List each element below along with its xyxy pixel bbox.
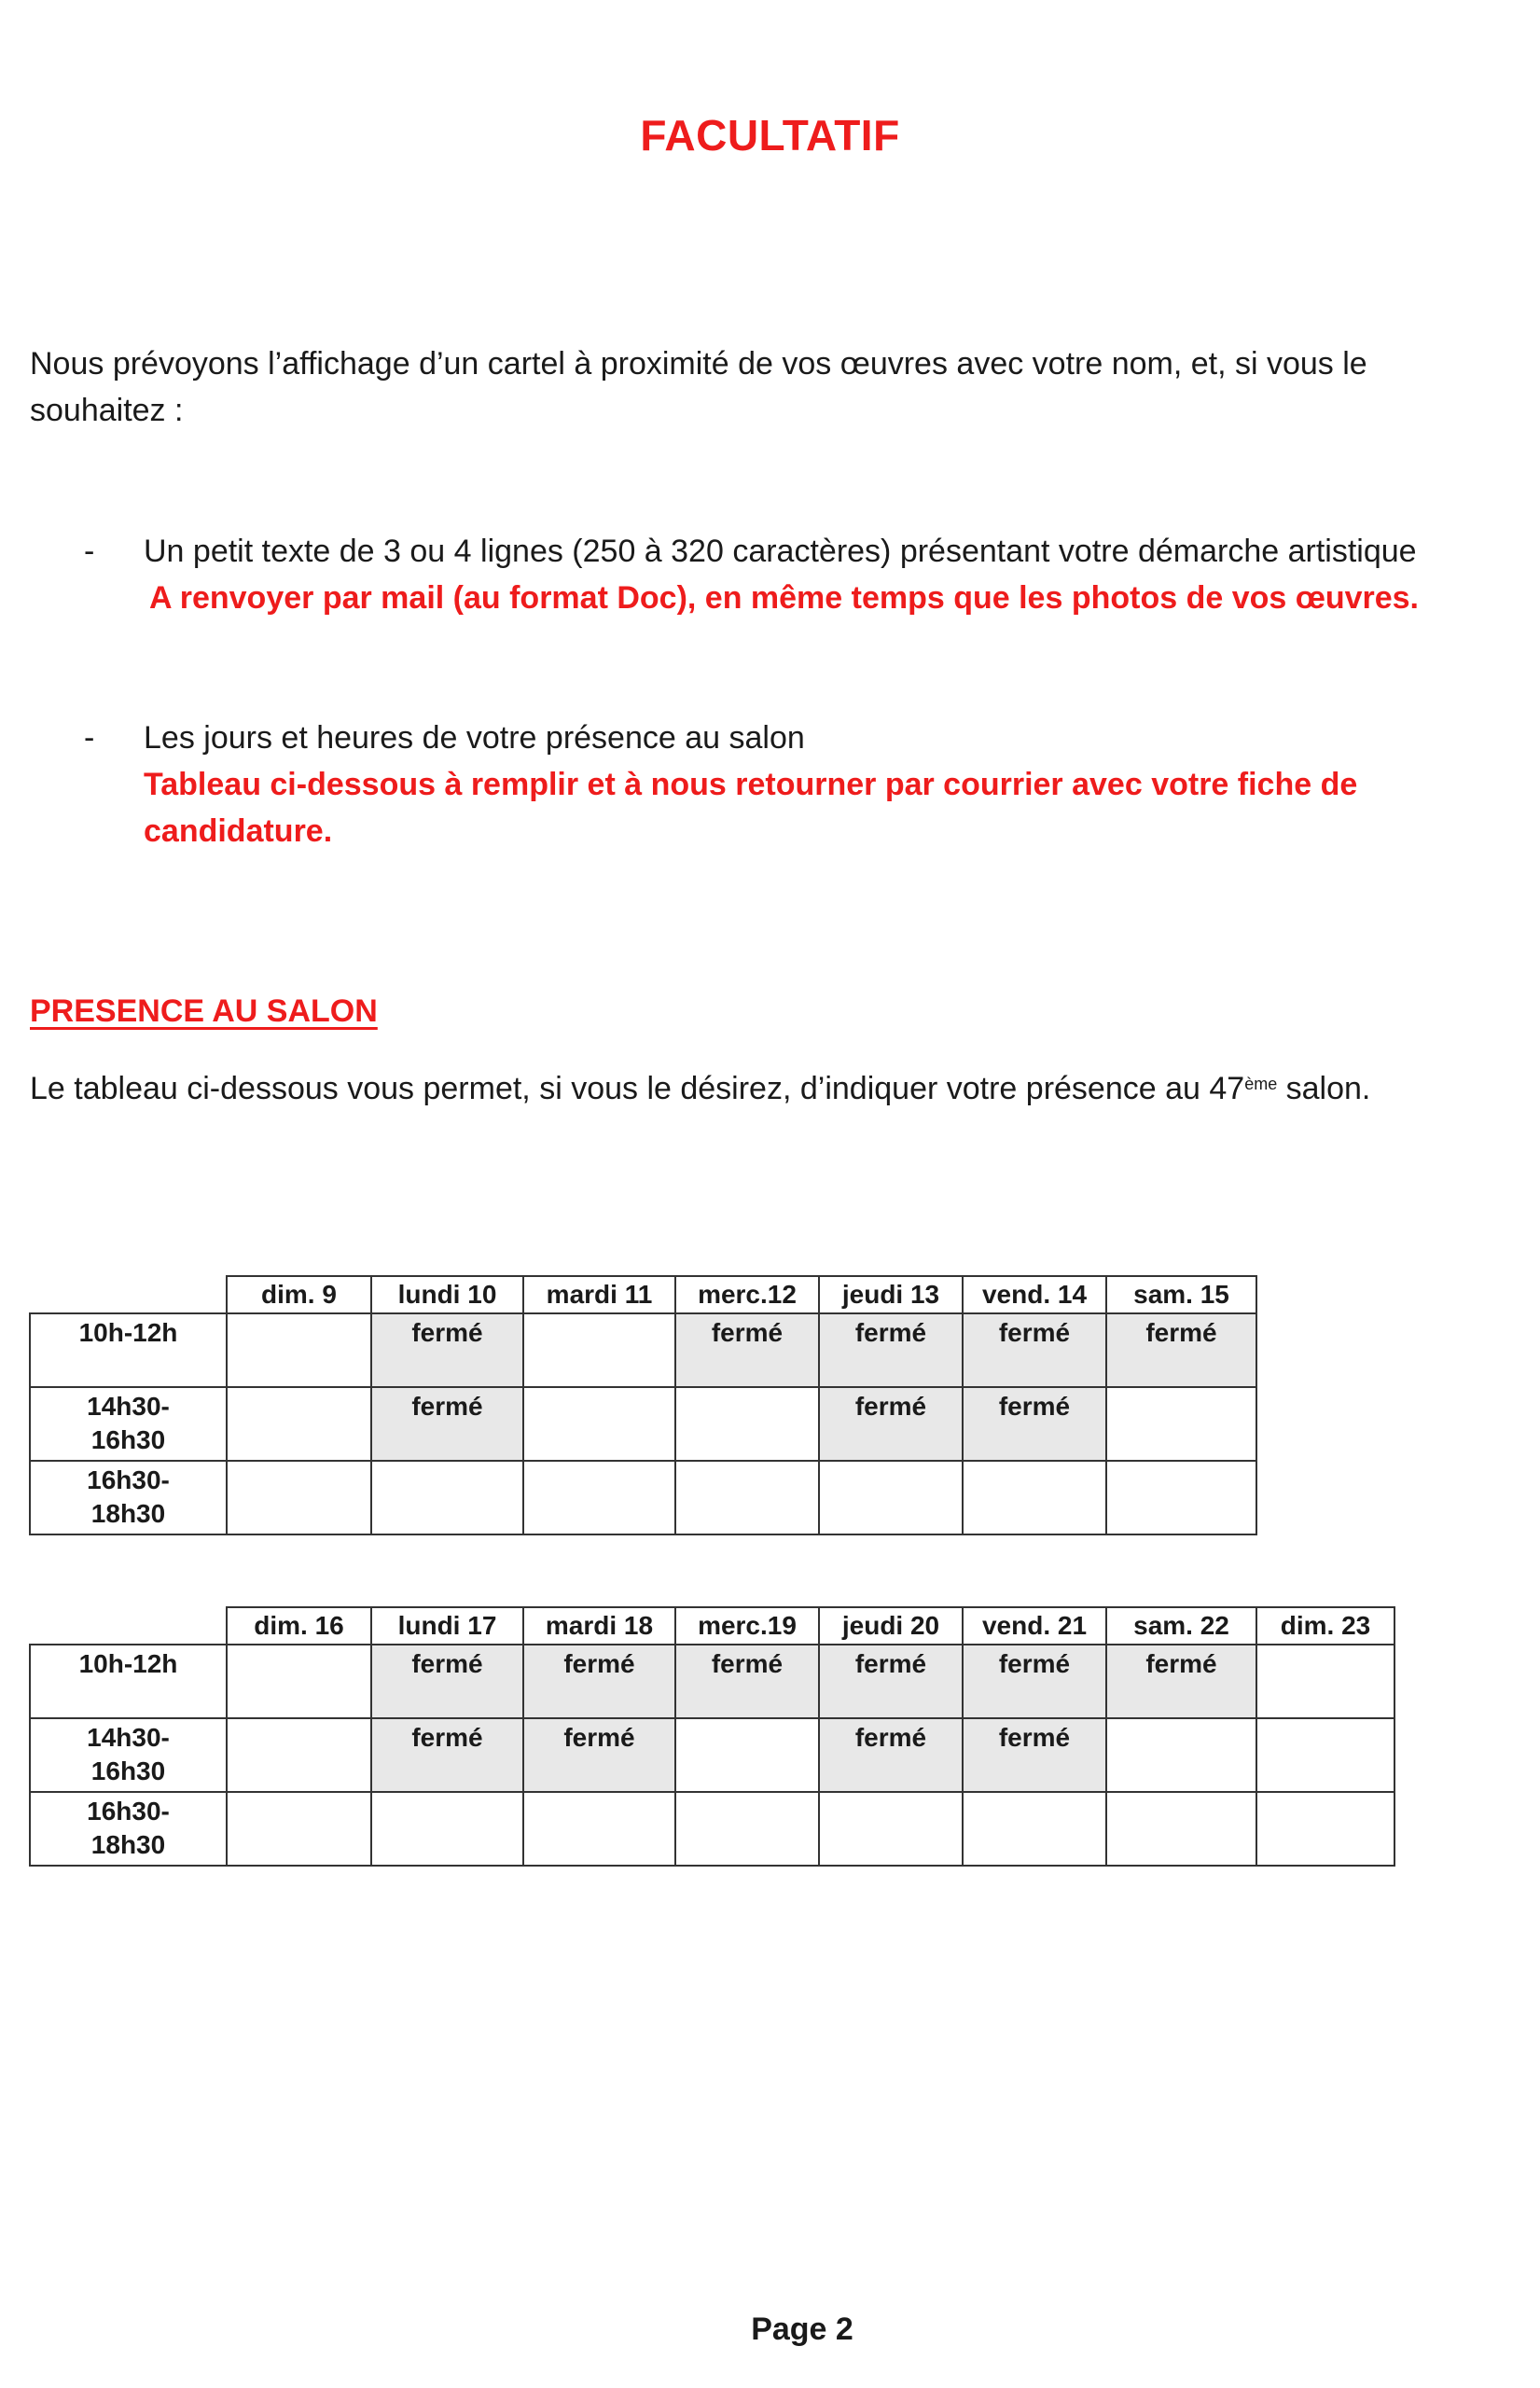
availability-cell[interactable] <box>523 1387 675 1461</box>
bullet-body <box>144 528 1505 621</box>
day-header: sam. 22 <box>1106 1607 1256 1645</box>
day-header: vend. 21 <box>963 1607 1106 1645</box>
bullet-text: Les jours et heures de votre présence au salon <box>144 720 805 756</box>
time-slot-label: 16h30- 18h30 <box>30 1461 227 1534</box>
time-slot-label: 10h-12h <box>30 1313 227 1387</box>
presence-superscript: ème <box>1244 1075 1278 1093</box>
closed-cell: fermé <box>963 1718 1106 1792</box>
time-slot-row <box>30 1387 1256 1461</box>
closed-cell: fermé <box>523 1645 675 1718</box>
day-header: dim. 23 <box>1256 1607 1394 1645</box>
availability-cell[interactable] <box>675 1792 819 1866</box>
availability-cell[interactable] <box>227 1387 371 1461</box>
availability-cell[interactable] <box>227 1792 371 1866</box>
availability-cell[interactable] <box>227 1718 371 1792</box>
closed-cell: fermé <box>819 1718 963 1792</box>
closed-cell: fermé <box>675 1313 819 1387</box>
time-slot-label: 14h30- 16h30 <box>30 1718 227 1792</box>
day-header: merc.12 <box>675 1276 819 1313</box>
closed-cell: fermé <box>371 1645 523 1718</box>
day-header: sam. 15 <box>1106 1276 1256 1313</box>
day-header: vend. 14 <box>963 1276 1106 1313</box>
availability-cell[interactable] <box>227 1461 371 1534</box>
availability-cell[interactable] <box>1256 1645 1394 1718</box>
availability-cell[interactable] <box>371 1792 523 1866</box>
bullet-text: Un petit texte de 3 ou 4 lignes (250 à 320 caractères) présentant votre démarche artistique <box>144 534 1417 569</box>
day-header: dim. 9 <box>227 1276 371 1313</box>
page-number: Page 2 <box>751 2312 853 2347</box>
schedule-table-week-2 <box>29 1606 1395 1867</box>
closed-cell: fermé <box>371 1313 523 1387</box>
availability-cell[interactable] <box>1106 1461 1256 1534</box>
closed-cell: fermé <box>523 1718 675 1792</box>
closed-cell: fermé <box>819 1387 963 1461</box>
corner-cell <box>30 1276 227 1313</box>
day-header: dim. 16 <box>227 1607 371 1645</box>
time-slot-label: 14h30- 16h30 <box>30 1387 227 1461</box>
bullet-note: Tableau ci-dessous à remplir et à nous retourner par courrier avec votre fiche de candidature. <box>144 767 1358 849</box>
corner-cell <box>30 1607 227 1645</box>
page-title: FACULTATIF <box>640 111 900 160</box>
closed-cell: fermé <box>1106 1313 1256 1387</box>
header-row <box>30 1276 1256 1313</box>
day-header: mardi 11 <box>523 1276 675 1313</box>
availability-cell[interactable] <box>1106 1792 1256 1866</box>
availability-cell[interactable] <box>1106 1718 1256 1792</box>
bullet-dash: - <box>84 720 95 756</box>
time-slot-label: 10h-12h <box>30 1645 227 1718</box>
availability-cell[interactable] <box>675 1718 819 1792</box>
bullet-note: A renvoyer par mail (au format Doc), en même temps que les photos de vos œuvres. <box>149 580 1419 616</box>
day-header: mardi 18 <box>523 1607 675 1645</box>
bullet-body <box>144 715 1505 854</box>
availability-cell[interactable] <box>371 1461 523 1534</box>
availability-cell[interactable] <box>523 1313 675 1387</box>
day-header: jeudi 20 <box>819 1607 963 1645</box>
bullet-dash: - <box>84 534 95 569</box>
time-slot-row <box>30 1461 1256 1534</box>
closed-cell: fermé <box>963 1313 1106 1387</box>
closed-cell: fermé <box>963 1387 1106 1461</box>
availability-cell[interactable] <box>963 1792 1106 1866</box>
closed-cell: fermé <box>371 1387 523 1461</box>
presence-text: Le tableau ci-dessous vous permet, si vous le désirez, d’indiquer votre présence au 47 <box>30 1071 1245 1106</box>
availability-cell[interactable] <box>227 1313 371 1387</box>
time-slot-row <box>30 1718 1394 1792</box>
closed-cell: fermé <box>819 1645 963 1718</box>
closed-cell: fermé <box>963 1645 1106 1718</box>
header-row <box>30 1607 1394 1645</box>
day-header: merc.19 <box>675 1607 819 1645</box>
day-header: lundi 17 <box>371 1607 523 1645</box>
availability-cell[interactable] <box>819 1461 963 1534</box>
availability-cell[interactable] <box>523 1792 675 1866</box>
day-header: lundi 10 <box>371 1276 523 1313</box>
presence-text-end: salon. <box>1277 1071 1371 1106</box>
availability-cell[interactable] <box>819 1792 963 1866</box>
availability-cell[interactable] <box>1256 1718 1394 1792</box>
closed-cell: fermé <box>819 1313 963 1387</box>
availability-cell[interactable] <box>1256 1792 1394 1866</box>
availability-cell[interactable] <box>963 1461 1106 1534</box>
time-slot-row <box>30 1313 1256 1387</box>
time-slot-label: 16h30- 18h30 <box>30 1792 227 1866</box>
day-header: jeudi 13 <box>819 1276 963 1313</box>
section-heading: PRESENCE AU SALON <box>30 993 378 1029</box>
time-slot-row <box>30 1645 1394 1718</box>
time-slot-row <box>30 1792 1394 1866</box>
closed-cell: fermé <box>371 1718 523 1792</box>
schedule-table-week-1 <box>29 1275 1257 1535</box>
availability-cell[interactable] <box>675 1461 819 1534</box>
availability-cell[interactable] <box>1106 1387 1256 1461</box>
intro-paragraph: Nous prévoyons l’affichage d’un cartel à proximité de vos œuvres avec votre nom, et, si vous le souhaitez : <box>30 346 1367 428</box>
closed-cell: fermé <box>1106 1645 1256 1718</box>
closed-cell: fermé <box>675 1645 819 1718</box>
availability-cell[interactable] <box>227 1645 371 1718</box>
availability-cell[interactable] <box>675 1387 819 1461</box>
presence-paragraph <box>30 1065 1370 1117</box>
availability-cell[interactable] <box>523 1461 675 1534</box>
